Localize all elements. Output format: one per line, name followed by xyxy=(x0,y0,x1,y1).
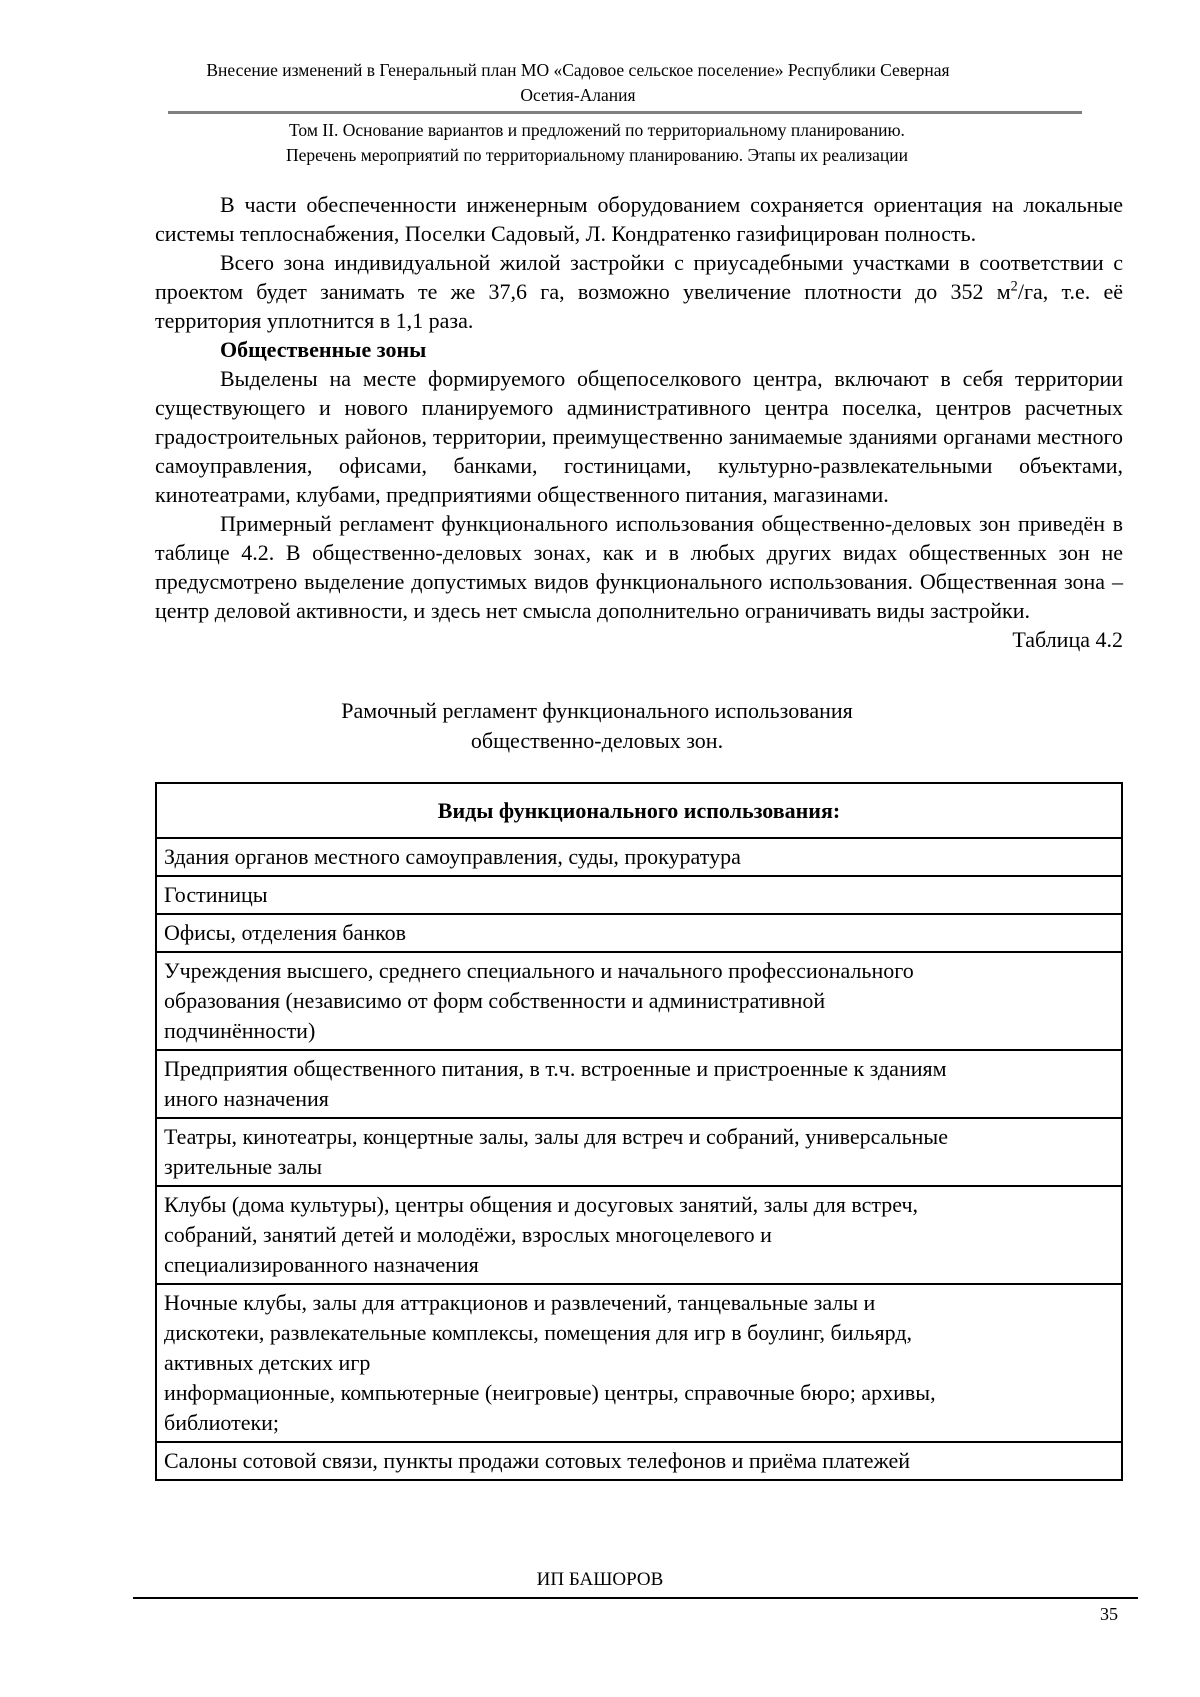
volume-subtitle-line2: Перечень мероприятий по территориальному планированию. Этапы их реализации xyxy=(286,145,908,165)
paragraph-engineering: В части обеспеченности инженерным оборудованием сохраняется ориентация на локальные системы теплоснабжения, Поселки Садовый, Л. Кондратенко газифицирован полность. xyxy=(155,192,1123,246)
table-row xyxy=(157,1187,1121,1285)
page-content xyxy=(155,58,1123,1481)
table-row xyxy=(157,915,1121,953)
header-divider xyxy=(168,111,1082,114)
table-cell-text: библиотеки; xyxy=(164,1410,280,1435)
paragraph-public-center: Выделены на месте формируемого общепоселкового центра, включают в себя территории существующего и нового планируемого административного центра поселка, центров расчетных градостроительных районов, территории, преимущественно занимаемые зданиями органами местного самоуправления, офисами, банками, гостиницами, культурно-развлекательными объектами, кинотеатрами, клубами, предприятиями общественного питания, магазинами. xyxy=(155,366,1123,507)
page-number: 35 xyxy=(1100,1604,1118,1624)
paragraph-residential-zone-text1: Всего зона индивидуальной жилой застройки с приусадебными участками в соответствии с проектом будет занимать те же 37,6 га, возможно увеличение плотности до 352 м xyxy=(155,250,1123,304)
table-cell-text: дискотеки, развлекательные комплексы, помещения для игр в боулинг, бильярд, xyxy=(164,1320,913,1345)
table-cell-text: специализированного назначения xyxy=(164,1252,479,1277)
table-cell-text: Предприятия общественного питания, в т.ч. встроенные и пристроенные к зданиям xyxy=(164,1056,947,1081)
table-cell-text: подчинённости) xyxy=(164,1018,316,1043)
paragraph-residential-zone xyxy=(155,248,1123,335)
page-header xyxy=(155,58,1123,168)
section-heading-public-zones: Общественные зоны xyxy=(220,337,427,362)
table-caption-line1: Рамочный регламент функционального использования xyxy=(341,698,853,723)
table-row xyxy=(157,1051,1121,1119)
table-header-cell: Виды функционального использования: xyxy=(157,784,1121,839)
document-title-line2: Осетия-Алания xyxy=(520,85,636,105)
table-row xyxy=(157,953,1121,1051)
table-cell-text: информационные, компьютерные (неигровые) центры, справочные бюро; архивы, xyxy=(164,1380,936,1405)
table-row xyxy=(157,1443,1121,1479)
table-cell-text: иного назначения xyxy=(164,1086,329,1111)
table-cell-text: активных детских игр xyxy=(164,1350,371,1375)
table-row xyxy=(157,1119,1121,1187)
table-cell-text: Салоны сотовой связи, пункты продажи сотовых телефонов и приёма платежей xyxy=(164,1448,911,1473)
superscript-square: 2 xyxy=(1010,278,1018,295)
table-cell-text: Ночные клубы, залы для аттракционов и развлечений, танцевальные залы и xyxy=(164,1290,876,1315)
document-body xyxy=(155,190,1123,1481)
table-caption-line2: общественно-деловых зон. xyxy=(470,728,724,753)
table-cell-text: Клубы (дома культуры), центры общения и досуговых занятий, залы для встреч, xyxy=(164,1192,919,1217)
table-cell-text: зрительные залы xyxy=(164,1154,323,1179)
document-title-line1: Внесение изменений в Генеральный план МО «Садовое сельское поселение» Республики Северная xyxy=(206,60,950,80)
table-row xyxy=(157,839,1121,877)
document-title xyxy=(155,58,1001,108)
table-row xyxy=(157,1285,1121,1443)
table-number-label: Таблица 4.2 xyxy=(1012,627,1123,652)
table-caption xyxy=(155,696,1039,756)
paragraph-residential-zone-text2: /га, т.е. её территория уплотнится в 1,1 раза. xyxy=(155,279,1123,333)
paragraph-regulation: Примерный регламент функционального использования общественно-деловых зон приведён в таблице 4.2. В общественно-деловых зонах, как и в любых других видах общественных зон не предусмотрено выделение допустимых видов функционального использования. Общественная зона – центр деловой активности, и здесь нет смысла дополнительно ограничивать виды застройки. xyxy=(155,511,1123,623)
table-cell-text: Офисы, отделения банков xyxy=(164,920,407,945)
table-cell-text: Театры, кинотеатры, концертные залы, залы для встреч и собраний, универсальные xyxy=(164,1124,948,1149)
functional-use-table xyxy=(155,782,1123,1481)
table-cell-text: Здания органов местного самоуправления, суды, прокуратура xyxy=(164,844,741,869)
table-cell-text: образования (независимо от форм собственности и административной xyxy=(164,988,826,1013)
volume-subtitle-line1: Том II. Основание вариантов и предложений по территориальному планированию. xyxy=(289,120,905,140)
table-cell-text: Учреждения высшего, среднего специального и начального профессионального xyxy=(164,958,914,983)
table-cell-text: собраний, занятий детей и молодёжи, взрослых многоцелевого и xyxy=(164,1222,772,1247)
table-cell-text: Гостиницы xyxy=(164,882,268,907)
volume-subtitle xyxy=(155,118,1039,168)
footer-company-name: ИП БАШОРОВ xyxy=(536,1569,664,1590)
page-footer xyxy=(0,1568,1200,1625)
table-row xyxy=(157,877,1121,915)
